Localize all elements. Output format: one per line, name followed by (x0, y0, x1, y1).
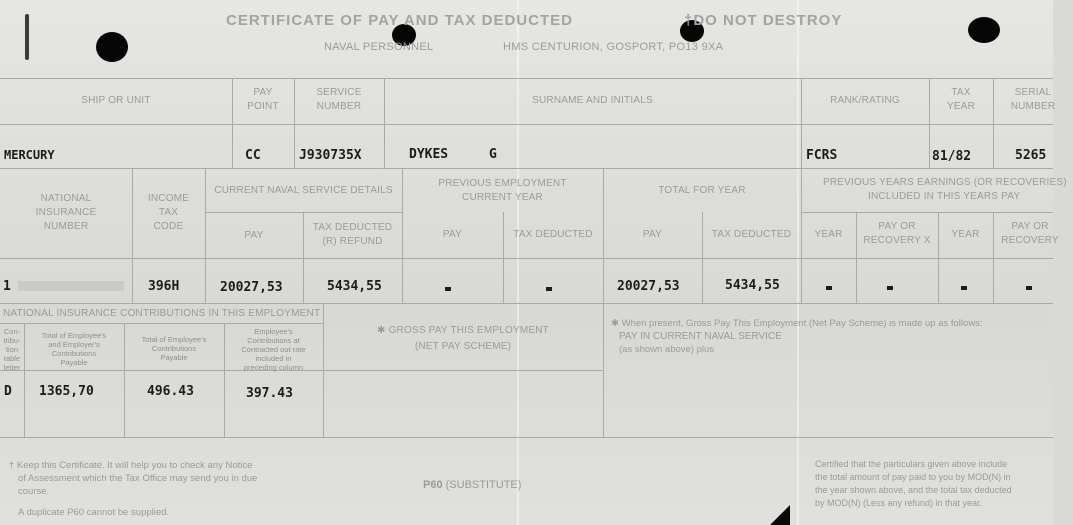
ni-section-title: NATIONAL INSURANCE CONTRIBUTIONS IN THIS EMPLOYMENT (3, 308, 321, 319)
tax-code-value: 396H (148, 279, 180, 294)
contribution-letter-header: Con- tribu- tion table letter (3, 327, 21, 372)
ni-number-redacted (18, 281, 124, 291)
contribution-letter-value: D (4, 384, 12, 399)
total-tax-value: 5434,55 (725, 278, 780, 293)
certified-note: Certified that the particulars given above include the total amount of pay paid to you by MOD(N) in the year shown above, and the total tax deducted by MOD(N) (Less any refund) in that year. (815, 459, 1012, 508)
rank-header: RANK/RATING (830, 95, 900, 106)
pay-or-recovery-header-2: PAY OR RECOVERY (1001, 221, 1059, 246)
prev-employment-header: PREVIOUS EMPLOYMENT CURRENT YEAR (438, 178, 567, 203)
duplicate-note: A duplicate P60 cannot be supplied. (18, 507, 170, 518)
current-service-header: CURRENT NAVAL SERVICE DETAILS (214, 185, 393, 196)
contracted-out-header: Employee's Contributions at Contracted out rate included in preceding column (241, 327, 306, 372)
total-contributions-header: Total of Employee's and Employer's Contributions Payable (41, 331, 107, 367)
torn-corner (770, 505, 790, 525)
service-number-header: SERVICE NUMBER (316, 87, 362, 112)
tax-code-header: INCOME TAX CODE (147, 193, 190, 232)
nil-dash (1026, 286, 1032, 290)
ship-or-unit-header: SHIP OR UNIT (81, 95, 151, 106)
total-tax-header: TAX DEDUCTED (711, 229, 792, 240)
tax-deducted-value: 5434,55 (327, 279, 382, 294)
ship-or-unit-value: MERCURY (4, 148, 55, 162)
nil-dash (546, 287, 552, 291)
nil-dash (961, 286, 967, 290)
certificate-title: CERTIFICATE OF PAY AND TAX DEDUCTED (226, 12, 573, 29)
keep-certificate-note: † Keep this Certificate. It will help you to check any Notice of Assessment which the Tax Office may send you in due course. (9, 460, 258, 497)
address-label: HMS CENTURION, GOSPORT, PO13 9XA (503, 41, 724, 53)
serial-number-value: 5265 (1015, 148, 1047, 163)
year-header-2: YEAR (951, 229, 980, 240)
initials-value: G (489, 147, 497, 162)
p60-substitute-label: P60 (SUBSTITUTE) (423, 479, 522, 491)
punch-hole (96, 32, 128, 62)
nil-dash (445, 287, 451, 291)
prev-pay-header: PAY (442, 229, 463, 240)
current-pay-header: PAY (244, 230, 264, 241)
nil-dash (887, 286, 893, 290)
rank-value: FCRS (806, 148, 838, 163)
naval-personnel-label: NAVAL PERSONNEL (324, 41, 434, 53)
tax-year-value: 81/82 (932, 149, 972, 164)
service-number-value: J930735X (299, 148, 362, 163)
total-pay-value: 20027,53 (617, 279, 680, 294)
punch-hole (968, 17, 1000, 43)
tax-deducted-refund-header: TAX DEDUCTED (R) REFUND (312, 222, 393, 247)
do-not-destroy-label: †DO NOT DESTROY (684, 12, 843, 29)
surname-header: SURNAME AND INITIALS (532, 95, 653, 106)
surname-value: DYKES (409, 147, 449, 162)
total-for-year-header: TOTAL FOR YEAR (658, 185, 746, 196)
contracted-out-value: 397.43 (246, 386, 293, 401)
prev-years-header: PREVIOUS YEARS EARNINGS (OR RECOVERIES) INCLUDED IN THIS YEARS PAY (823, 177, 1067, 202)
nil-dash (826, 286, 832, 290)
pay-point-header: PAY POINT (247, 87, 279, 112)
prev-tax-header: TAX DEDUCTED (513, 229, 593, 240)
when-present-note: ✱ When present, Gross Pay This Employment (Net Pay Scheme) is made up as follows: PAY IN CURRENT NAVAL SERVICE (as shown above) plus (611, 318, 983, 355)
pay-point-value: CC (245, 148, 261, 163)
tax-year-header: TAX YEAR (946, 87, 976, 112)
employee-contributions-value: 496.43 (147, 384, 194, 399)
pay-or-recovery-header-1: PAY OR RECOVERY X (863, 221, 931, 246)
gross-pay-label: ✱ GROSS PAY THIS EMPLOYMENT (NET PAY SCHEME) (377, 325, 549, 352)
current-pay-value: 20027,53 (220, 280, 283, 295)
ni-number-value: 1 (3, 279, 11, 294)
ni-number-header: NATIONAL INSURANCE NUMBER (35, 193, 97, 232)
total-pay-header: PAY (642, 229, 663, 240)
year-header-1: YEAR (814, 229, 843, 240)
pen-mark (25, 14, 29, 60)
serial-number-header: SERIAL NUMBER (1010, 87, 1056, 112)
employee-contributions-header: Total of Employee's Contributions Payable (141, 335, 207, 362)
total-contributions-value: 1365,70 (39, 384, 94, 399)
